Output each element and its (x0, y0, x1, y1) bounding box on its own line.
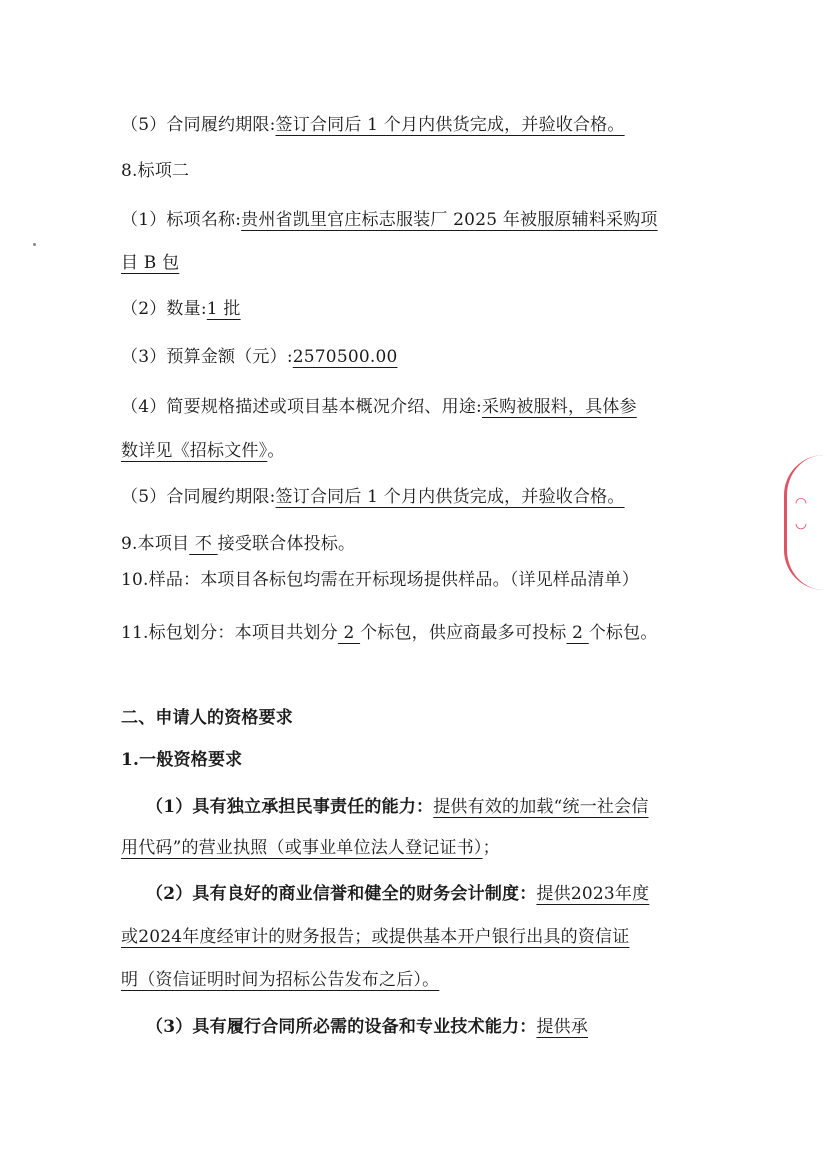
line-civil-liability-cont: 用代码”的营业执照（或事业单位法人登记证书）； (121, 838, 500, 858)
line-spec-description: （4）简要规格描述或项目基本概况介绍、用途:采购被服料，具体参 (121, 397, 637, 417)
line-spec-description-cont: 数详见《招标文件》。 (121, 441, 285, 461)
subsection-general-requirements: 1.一般资格要求 (121, 750, 243, 770)
line-contract-term-1: （5）合同履约期限:签订合同后 1 个月内供货完成，并验收合格。 (121, 115, 625, 135)
line-lot-name: （1）标项名称:贵州省凯里官庄标志服装厂 2025 年被服原辅料采购项 (121, 210, 658, 230)
line-equipment-capability: （3）具有履行合同所必需的设备和专业技术能力：提供承 (146, 1017, 589, 1037)
line-civil-liability: （1）具有独立承担民事责任的能力：提供有效的加载“统一社会信 (146, 797, 649, 817)
line-financial-system-cont-2: 明（资信证明时间为招标公告发布之后）。 (121, 970, 440, 990)
line-contract-term-2: （5）合同履约期限:签订合同后 1 个月内供货完成，并验收合格。 (121, 487, 625, 507)
line-financial-system: （2）具有良好的商业信誉和健全的财务会计制度：提供2023年度 (146, 884, 650, 904)
seal-stamp-mark: ◠ ◡ (793, 495, 809, 532)
line-samples: 10.样品：本项目各标包均需在开标现场提供样品。（详见样品清单） (121, 570, 639, 590)
line-lot-division: 11.标包划分：本项目共划分 2 个标包，供应商最多可投标 2 个标包。 (121, 623, 658, 643)
section-lot-two-heading: 8.标项二 (121, 161, 190, 181)
scan-speck (33, 243, 36, 246)
line-budget: （3）预算金额（元）:2570500.00 (121, 347, 398, 367)
line-lot-name-cont: 目 B 包 (121, 253, 180, 273)
line-consortium: 9.本项目 不 接受联合体投标。 (121, 534, 356, 554)
line-financial-system-cont: 或2024年度经审计的财务报告；或提供基本开户银行出具的资信证 (121, 927, 630, 947)
line-quantity: （2）数量:1 批 (121, 299, 241, 319)
section-qualification-heading: 二、申请人的资格要求 (121, 708, 293, 728)
